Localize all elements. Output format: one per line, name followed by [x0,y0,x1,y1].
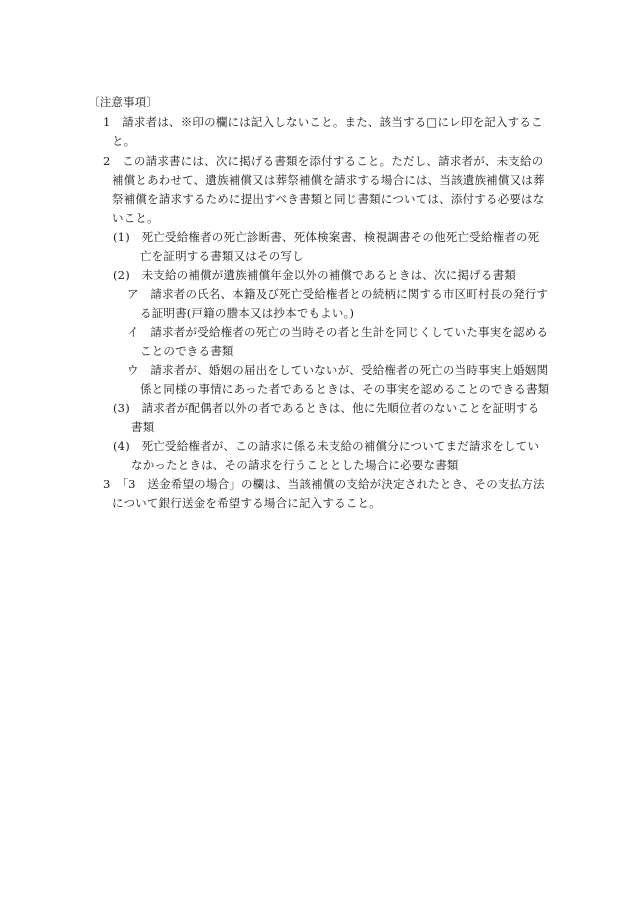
note-2-1-line-1: (1) 死亡受給権者の死亡診断書、死体検案書、検視調書その他死亡受給権者の死 [113,230,540,244]
note-3-line-1: 3 「3 送金希望の場合」の欄は、当該補償の支給が決定されたとき、その支払方法 [103,477,545,491]
note-2-2-i-line-1: イ 請求者が受給権者の死亡の当時その者と生計を同じくしていた事実を認める [127,325,549,339]
note-2-4-line-1: (4) 死亡受給権者が、この請求に係る未支給の補償分についてまだ請求をしてい [113,439,540,453]
note-2-2-line-1: (2) 未支給の補償が遺族補償年金以外の補償であるときは、次に掲げる書類 [113,268,516,282]
note-2-4-line-2: なかったときは、その請求を行うこととした場合に必要な書類 [131,458,459,472]
note-2-2-a-line-1: ア 請求者の氏名、本籍及び死亡受給権者との続柄に関する市区町村長の発行す [127,287,549,301]
note-3-line-2: について銀行送金を希望する場合に記入すること。 [112,496,381,510]
note-2-line-2: 補償とあわせて、遺族補償又は葬祭補償を請求する場合には、当該遺族補償又は葬 [112,173,545,187]
notes-heading: 〔注意事項〕 [88,95,159,109]
note-2-line-4: いこと。 [112,211,159,225]
note-2-2-a-line-2: る証明書(戸籍の謄本又は抄本でもよい。) [140,306,355,320]
note-2-3-line-1: (3) 請求者が配偶者以外の者であるときは、他に先順位者のないことを証明する [113,401,540,415]
note-2-2-u-line-1: ウ 請求者が、婚姻の届出をしていないが、受給権者の死亡の当時事実上婚姻関 [127,363,549,377]
note-2-line-3: 祭補償を請求するために提出すべき書類と同じ書類については、添付する必要はな [112,192,545,206]
note-1-line-1: 1 請求者は、※印の欄には記入しないこと。また、該当する□にレ印を記入するこ [103,115,543,129]
note-2-1-line-2: 亡を証明する書類又はその写し [140,249,304,263]
note-1-line-2: と。 [112,134,136,148]
note-2-3-line-2: 書類 [131,420,155,434]
note-2-line-1: 2 この請求書には、次に掲げる書類を添付すること。ただし、請求者が、未支給の [103,154,544,168]
note-2-2-i-line-2: ことのできる書類 [140,344,234,358]
note-2-2-u-line-2: 係と同様の事情にあった者であるときは、その事実を認めることのできる書類 [140,382,550,396]
